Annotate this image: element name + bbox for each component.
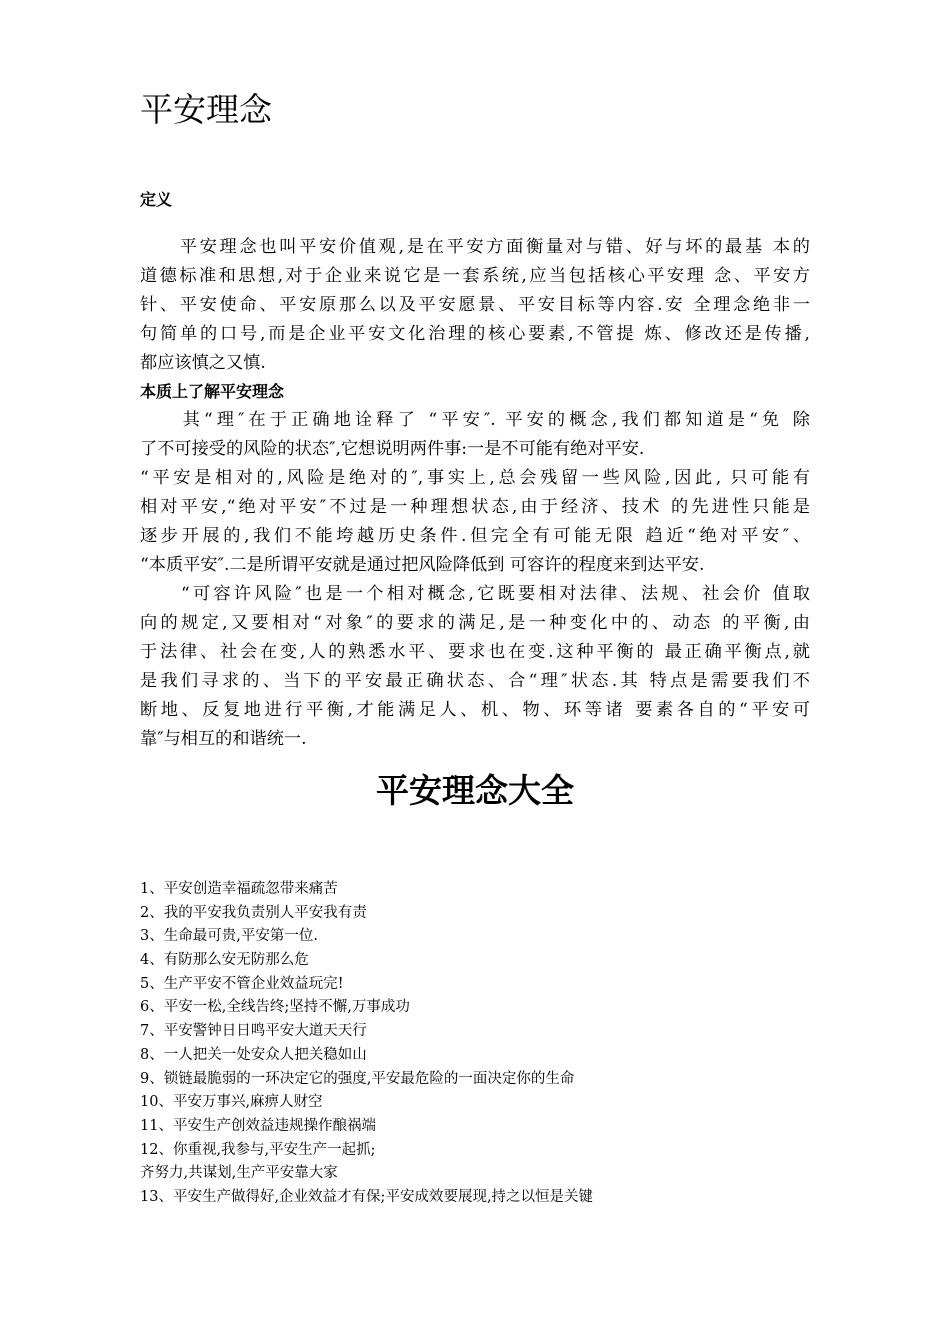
list-item: 3、生命最可贵,平安第一位. — [140, 928, 318, 945]
text-line: 断地、反复地进行平衡,才能满足人、机、物、环等诸 要素各自的“平安可 — [140, 700, 810, 720]
list-item: 2、我的平安我负责别人平安我有责 — [140, 904, 367, 921]
list-item: 7、平安警钟日日鸣平安大道天天行 — [140, 1023, 367, 1040]
text-line: 靠″与相互的和谐统一. — [140, 729, 307, 749]
text-line: 都应该慎之又慎. — [140, 353, 266, 373]
text-line: 平安理念也叫平安价值观,是在平安方面衡量对与错、好与坏的最基 本的 — [140, 237, 810, 257]
text-line: 句简单的口号,而是企业平安文化治理的核心要素,不管提 炼、修改还是传播, — [140, 324, 810, 344]
list-item: 13、平安生产做得好,企业效益才有保;平安成效要展现,持之以恒是关键 — [140, 1188, 594, 1205]
essence-heading: 本质上了解平安理念 — [140, 382, 285, 401]
slogan-list — [140, 878, 820, 1210]
text-line: 逐步开展的,我们不能垮越历史条件.但完全有可能无限 趋近“绝对平安″、 — [140, 526, 810, 546]
list-item: 8、一人把关一处安众人把关稳如山 — [140, 1046, 367, 1063]
page-title: 平安理念 — [140, 90, 272, 129]
definition-heading: 定义 — [140, 190, 173, 209]
essence-paragraph-1 — [140, 406, 810, 580]
slogans-title: 平安理念大全 — [376, 771, 574, 810]
list-item: 齐努力,共谋划,生产平安靠大家 — [140, 1165, 338, 1182]
text-line: 其“理″在于正确地诠释了 “平安″. 平安的概念,我们都知道是“免 除 — [140, 410, 810, 430]
text-line: 于法律、社会在变,人的熟悉水平、要求也在变.这种平衡的 最正确平衡点,就 — [140, 642, 810, 662]
text-line: 道德标准和思想,对于企业来说它是一套系统,应当包括核心平安理 念、平安方 — [140, 266, 810, 286]
list-item: 5、生产平安不管企业效益玩完! — [140, 975, 344, 992]
text-line: “可容许风险″也是一个相对概念,它既要相对法律、法规、社会价 值取 — [140, 584, 810, 604]
list-item: 10、平安万事兴,麻痹人财空 — [140, 1094, 323, 1111]
text-line: “平安是相对的,风险是绝对的″,事实上,总会残留一些风险,因此, 只可能有 — [140, 468, 810, 488]
text-line: 是我们寻求的、当下的平安最正确状态、合“理″状态.其 特点是需要我们不 — [140, 671, 810, 691]
text-line: 针、平安使命、平安原那么以及平安愿景、平安目标等内容.安 全理念绝非一 — [140, 295, 810, 315]
essence-paragraph-2 — [140, 580, 810, 754]
definition-paragraph — [140, 233, 810, 378]
list-item: 4、有防那么安无防那么危 — [140, 952, 309, 969]
text-line: 向的规定,又要相对“对象″的要求的满足,是一种变化中的、动态 的平衡,由 — [140, 613, 810, 633]
list-item: 9、锁链最脆弱的一环决定它的强度,平安最危险的一面决定你的生命 — [140, 1070, 575, 1087]
list-item: 1、平安创造幸福疏忽带来痛苦 — [140, 881, 338, 897]
text-line: “本质平安″.二是所谓平安就是通过把风险降低到 可容许的程度来到达平安. — [140, 555, 705, 575]
list-item: 12、你重视,我参与,平安生产一起抓; — [140, 1141, 376, 1158]
list-item: 11、平安生产创效益违规操作酿祸端 — [140, 1117, 376, 1134]
list-item: 6、平安一松,全线告终;坚持不懈,万事成功 — [140, 999, 410, 1016]
text-line: 相对平安,“绝对平安″不过是一种理想状态,由于经济、技术 的先进性只能是 — [140, 497, 810, 517]
text-line: 了不可接受的风险的状态″,它想说明两件事:一是不可能有绝对平安. — [140, 439, 645, 459]
